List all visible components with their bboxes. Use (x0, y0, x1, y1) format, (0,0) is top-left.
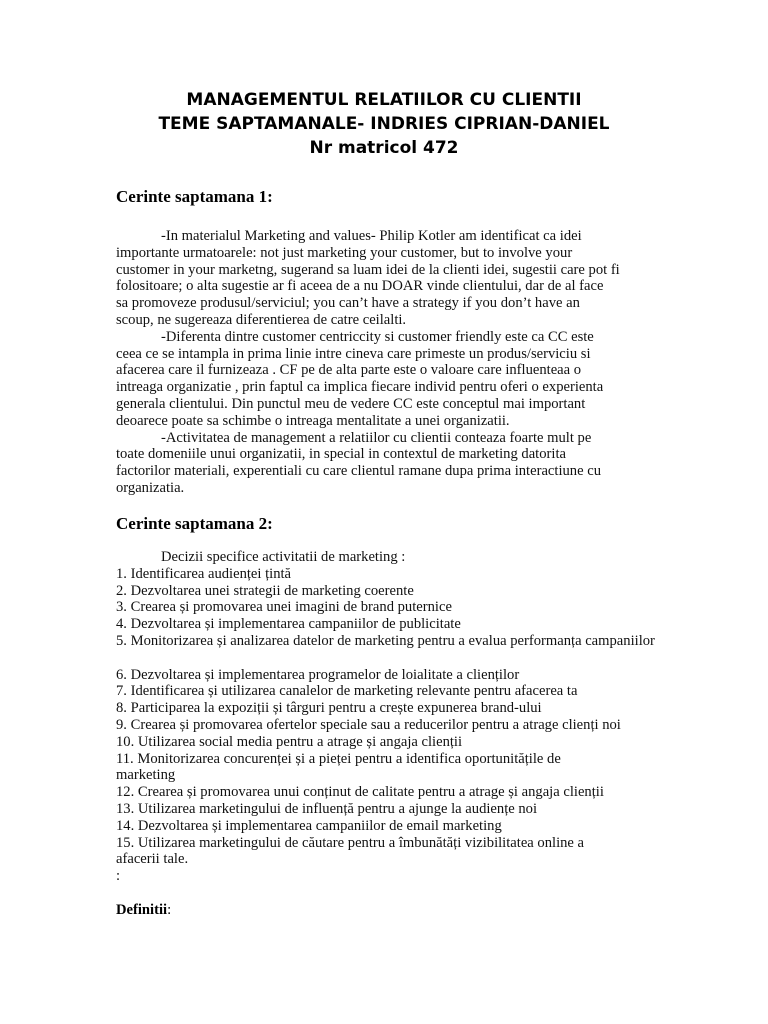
week1-line: intreaga organizatie , prin faptul ca implica fiecare individ pentru oferi o experienta (116, 379, 604, 396)
list-item: 4. Dezvoltarea și implementarea campaniilor de publicitate (116, 616, 461, 633)
list-item: 11. Monitorizarea concurenței și a pieței pentru a identifica oportunitățile de marketing (116, 750, 561, 784)
week2-list (116, 549, 676, 885)
definitions-label: Definitii (116, 902, 168, 918)
document-title (0, 88, 768, 160)
list-item: 9. Crearea și promovarea ofertelor speciale sau a reducerilor pentru a atrage clienți noi (116, 716, 621, 733)
title-line-2: TEME SAPTAMANALE- INDRIES CIPRIAN-DANIEL (158, 114, 610, 134)
list-item: 6. Dezvoltarea și implementarea programelor de loialitate a clienților (116, 666, 520, 683)
week1-line: customer in your marketng, sugerand sa luam idei de la clienti idei, sugestii care pot fi (116, 261, 620, 278)
week2-intro: Decizii specifice activitatii de marketing : (161, 549, 406, 565)
list-item: 7. Identificarea și utilizarea canalelor de marketing relevante pentru afacerea ta (116, 683, 578, 700)
week1-line: afacerea care il furnizeaza . CF pe de alta parte este o valoare care influenteaa o (116, 362, 582, 379)
week1-heading: Cerinte saptamana 1: (116, 187, 273, 206)
list-item: 2. Dezvoltarea unei strategii de marketing coerente (116, 582, 414, 599)
week1-line: generala clientului. Din punctul meu de vedere CC este conceptul mai important (116, 395, 586, 412)
week1-line: organizatia. (116, 479, 185, 496)
list-item: 10. Utilizarea social media pentru a atrage și angaja clienții (116, 733, 463, 750)
title-line-3: Nr matricol 472 (309, 138, 459, 158)
list-item: 1. Identificarea audienței țintă (116, 565, 292, 582)
list-item: 5. Monitorizarea și analizarea datelor de marketing pentru a evalua performanța campaniilor (116, 632, 655, 649)
week1-body (116, 228, 656, 497)
week1-line: -Diferenta dintre customer centriccity si customer friendly este ca CC este (161, 328, 594, 345)
week1-line: ceea ce se intampla in prima linie intre cineva care primeste un produs/serviciu si (116, 345, 591, 362)
week1-line: -Activitatea de management a relatiilor cu clientii conteaza foarte mult pe (161, 429, 592, 446)
week2-heading: Cerinte saptamana 2: (116, 514, 273, 533)
week1-line: sa promoveze produsul/serviciul; you can’t have a strategy if you don’t have an (116, 295, 580, 312)
list-item: 8. Participarea la expoziții și târguri pentru a crește expunerea brand-ului (116, 700, 542, 717)
list-item: 12. Crearea și promovarea unui conținut de calitate pentru a atrage și angaja clienții (116, 784, 604, 801)
week1-line: scoup, ne sugereaza diferentierea de catre ceilalti. (116, 311, 407, 328)
list-item: 14. Dezvoltarea și implementarea campaniilor de email marketing (116, 817, 502, 834)
week1-line: -In materialul Marketing and values- Philip Kotler am identificat ca idei (161, 228, 582, 244)
list-trailing-colon: : (116, 868, 121, 885)
week1-line: folositoare; o alta sugestie ar fi aceea de a nu DOAR vinde clientului, dar de al face (116, 278, 604, 295)
list-item: 15. Utilizarea marketingului de căutare pentru a îmbunătăți vizibilitatea online a afacerii tale. (116, 834, 585, 868)
week1-line: deoarece poate sa schimbe o intreaga mentalitate a unei organizatii. (116, 412, 510, 429)
week1-line: toate domeniile unui organizatii, in special in contextul de marketing datorita (116, 446, 566, 463)
list-item: 3. Crearea și promovarea unei imagini de brand puternice (116, 599, 452, 616)
list-item: 13. Utilizarea marketingului de influență pentru a ajunge la audiențe noi (116, 800, 538, 817)
definitions-colon: : (167, 902, 172, 918)
title-line-1: MANAGEMENTUL RELATIILOR CU CLIENTII (186, 90, 582, 110)
definitions-heading (116, 902, 171, 919)
week1-line: importante urmatoarele: not just marketing your customer, but to involve your (116, 244, 573, 261)
week1-line: factorilor materiali, experentiali cu care clientul ramane dupa prima interactiune cu (116, 463, 601, 480)
